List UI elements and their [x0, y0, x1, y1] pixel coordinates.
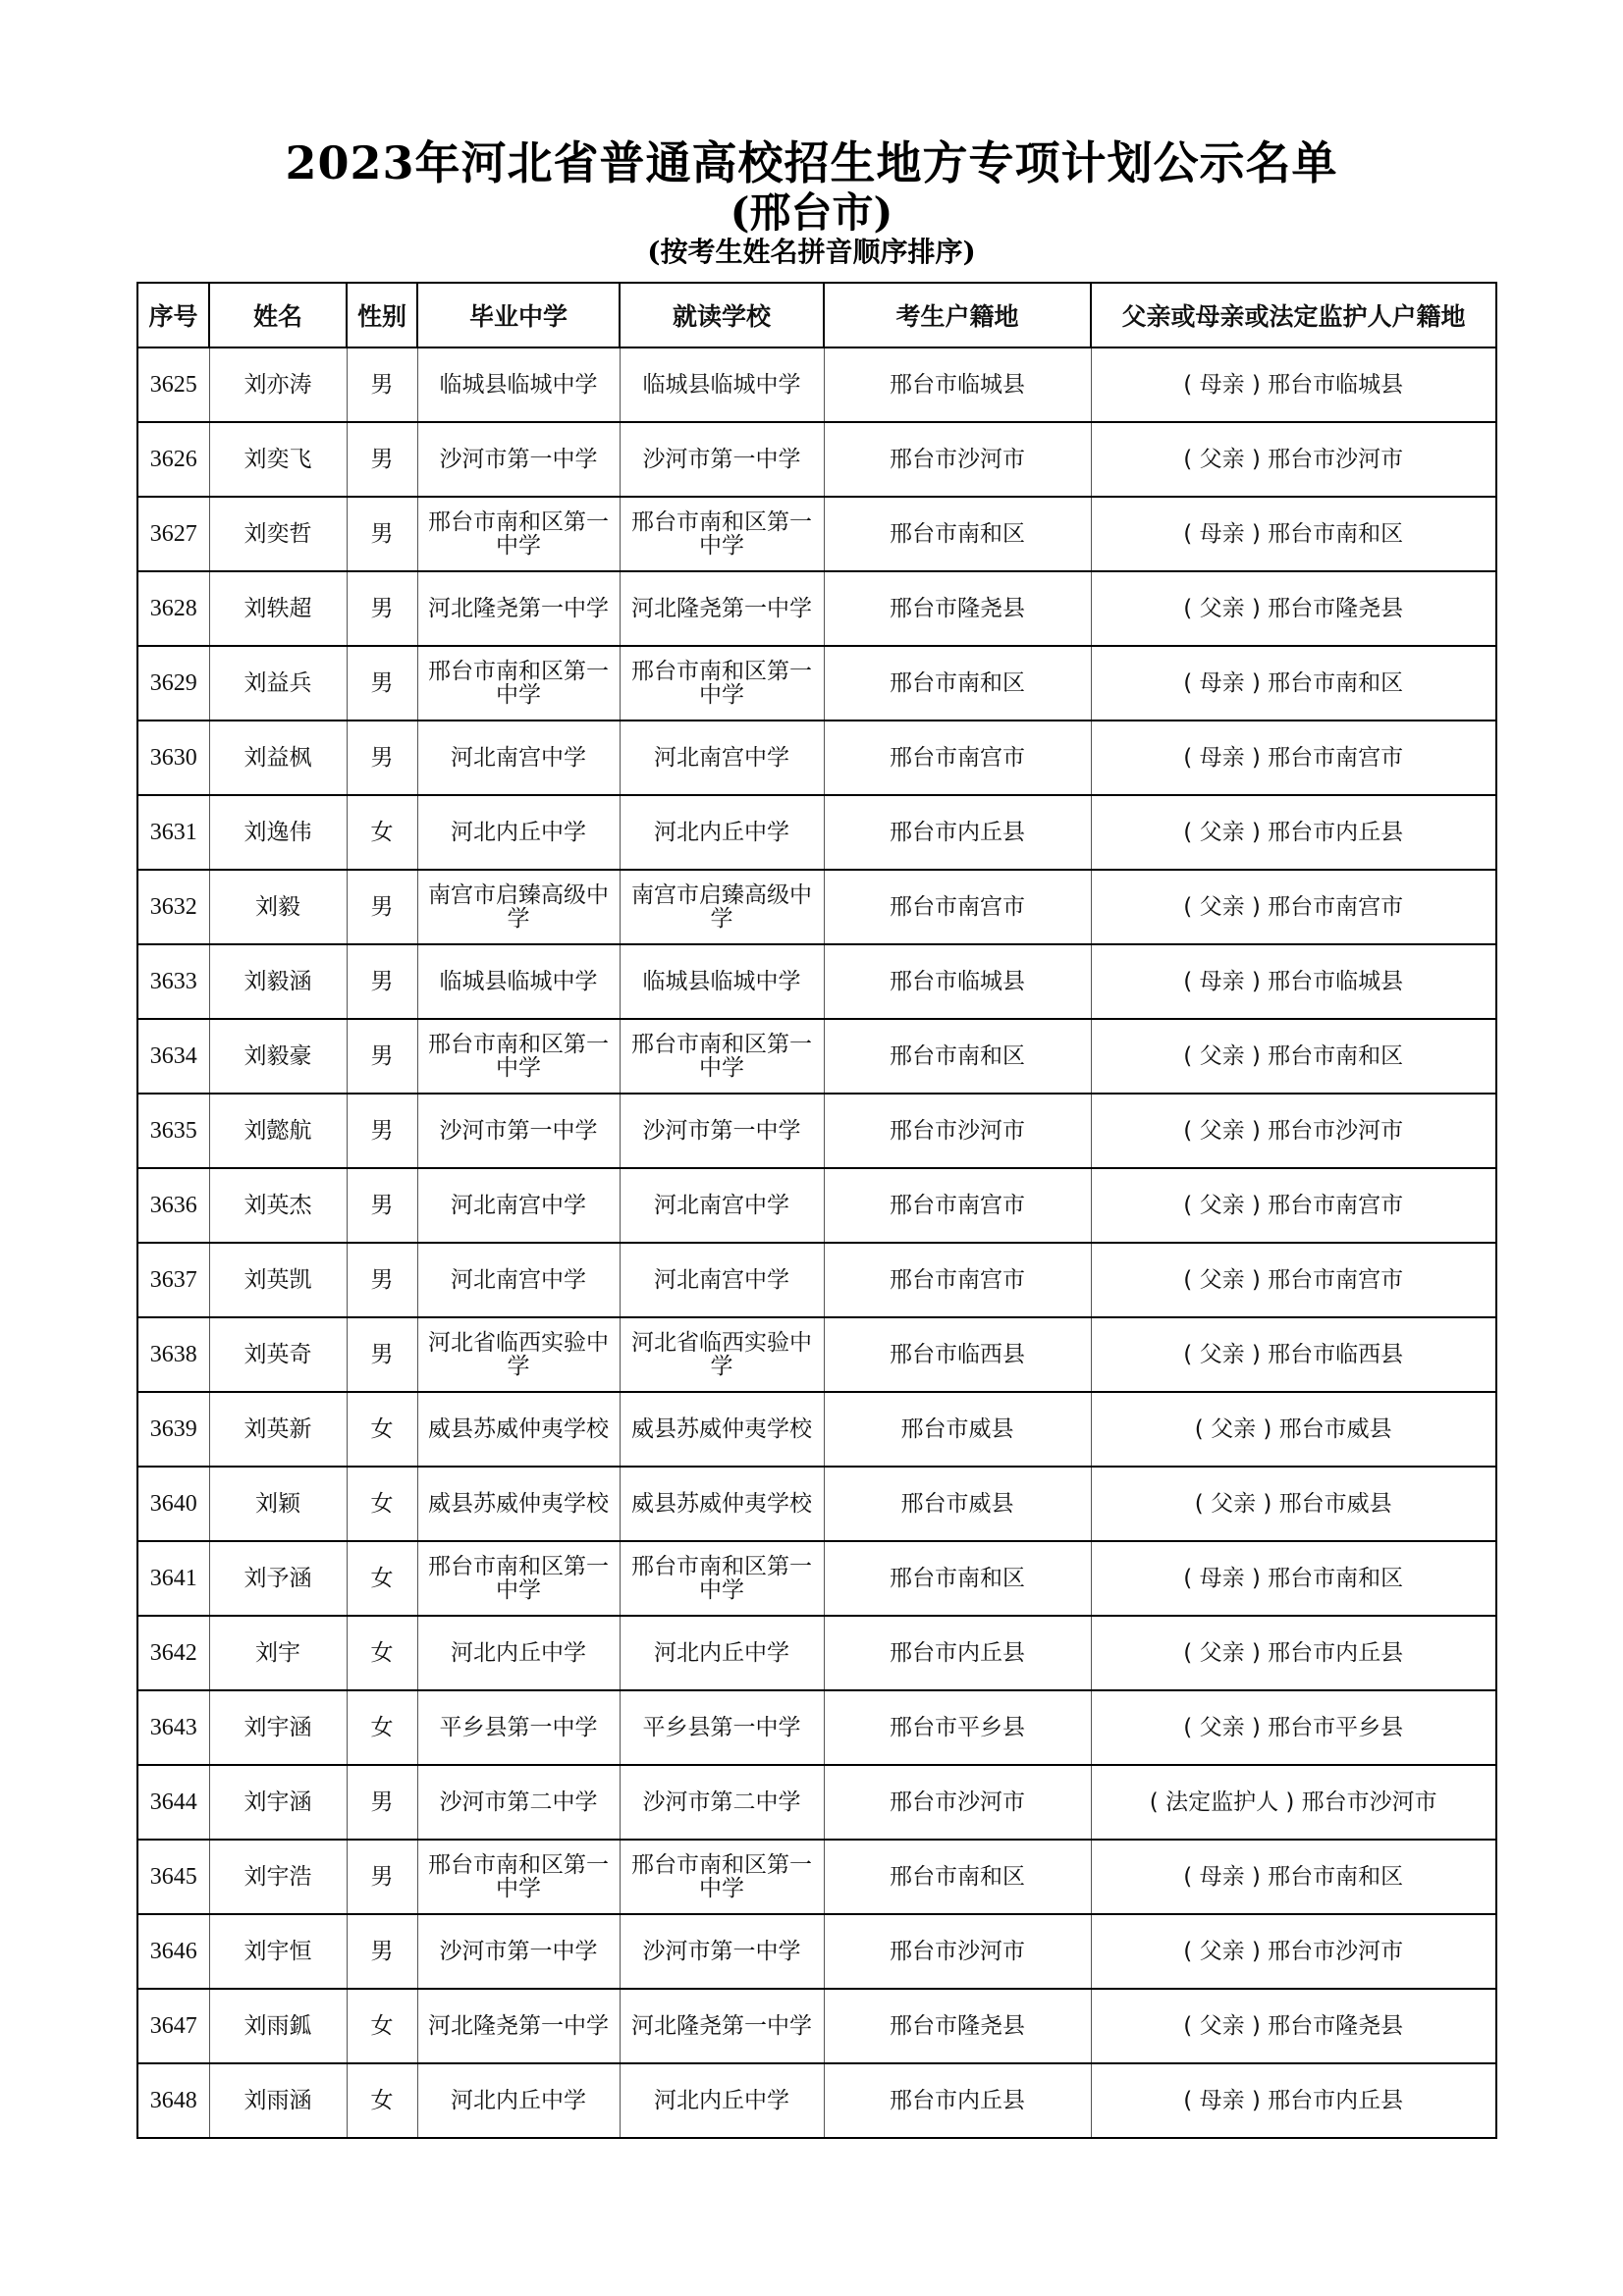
student-name-cell: 刘毅 [209, 870, 347, 944]
graduation-school-cell: 河北南宫中学 [417, 1168, 620, 1243]
student-name-cell: 刘宇 [209, 1616, 347, 1690]
household-registration-cell: 邢台市沙河市 [824, 1094, 1091, 1168]
current-school-cell: 河北隆尧第一中学 [620, 571, 824, 646]
guardian-registration-cell: ( 父亲 ) 邢台市平乡县 [1091, 1690, 1496, 1765]
gender-cell: 女 [347, 1392, 417, 1467]
table-row [137, 1243, 1496, 1317]
gender-cell: 男 [347, 1914, 417, 1989]
guardian-registration-cell: ( 父亲 ) 邢台市临西县 [1091, 1317, 1496, 1392]
current-school-cell: 威县苏威仲夷学校 [620, 1467, 824, 1541]
serial-number-cell: 3644 [137, 1765, 209, 1840]
gender-cell: 男 [347, 571, 417, 646]
guardian-registration-cell: ( 母亲 ) 邢台市临城县 [1091, 944, 1496, 1019]
table-row [137, 422, 1496, 497]
guardian-registration-cell: ( 父亲 ) 邢台市南宫市 [1091, 870, 1496, 944]
table-row [137, 497, 1496, 571]
student-name-cell: 刘雨鈲 [209, 1989, 347, 2063]
guardian-registration-cell: ( 母亲 ) 邢台市南和区 [1091, 1541, 1496, 1616]
student-name-cell: 刘宇恒 [209, 1914, 347, 1989]
table-row [137, 1541, 1496, 1616]
current-school-cell: 河北内丘中学 [620, 2063, 824, 2138]
graduation-school-cell: 临城县临城中学 [417, 944, 620, 1019]
table-row [137, 1690, 1496, 1765]
student-name-cell: 刘英杰 [209, 1168, 347, 1243]
serial-number-cell: 3634 [137, 1019, 209, 1094]
household-registration-cell: 邢台市平乡县 [824, 1690, 1091, 1765]
column-header: 就读学校 [620, 283, 824, 347]
column-header: 考生户籍地 [824, 283, 1091, 347]
gender-cell: 男 [347, 721, 417, 795]
gender-cell: 女 [347, 1467, 417, 1541]
household-registration-cell: 邢台市隆尧县 [824, 571, 1091, 646]
student-name-cell: 刘英奇 [209, 1317, 347, 1392]
serial-number-cell: 3635 [137, 1094, 209, 1168]
graduation-school-cell: 邢台市南和区第一中学 [417, 1019, 620, 1094]
household-registration-cell: 邢台市南宫市 [824, 721, 1091, 795]
student-name-cell: 刘奕飞 [209, 422, 347, 497]
household-registration-cell: 邢台市内丘县 [824, 2063, 1091, 2138]
table-row [137, 1392, 1496, 1467]
gender-cell: 女 [347, 1616, 417, 1690]
graduation-school-cell: 河北内丘中学 [417, 1616, 620, 1690]
current-school-cell: 河北隆尧第一中学 [620, 1989, 824, 2063]
current-school-cell: 沙河市第一中学 [620, 1094, 824, 1168]
household-registration-cell: 邢台市南和区 [824, 497, 1091, 571]
guardian-registration-cell: ( 父亲 ) 邢台市沙河市 [1091, 1914, 1496, 1989]
gender-cell: 男 [347, 422, 417, 497]
current-school-cell: 河北省临西实验中学 [620, 1317, 824, 1392]
household-registration-cell: 邢台市内丘县 [824, 795, 1091, 870]
graduation-school-cell: 威县苏威仲夷学校 [417, 1392, 620, 1467]
guardian-registration-cell: ( 父亲 ) 邢台市沙河市 [1091, 422, 1496, 497]
table-row [137, 1317, 1496, 1392]
table-row [137, 646, 1496, 721]
serial-number-cell: 3645 [137, 1840, 209, 1914]
guardian-registration-cell: ( 父亲 ) 邢台市威县 [1091, 1467, 1496, 1541]
graduation-school-cell: 邢台市南和区第一中学 [417, 1541, 620, 1616]
current-school-cell: 邢台市南和区第一中学 [620, 1840, 824, 1914]
graduation-school-cell: 河北隆尧第一中学 [417, 1989, 620, 2063]
guardian-registration-cell: ( 母亲 ) 邢台市南宫市 [1091, 721, 1496, 795]
graduation-school-cell: 平乡县第一中学 [417, 1690, 620, 1765]
current-school-cell: 沙河市第二中学 [620, 1765, 824, 1840]
guardian-registration-cell: ( 母亲 ) 邢台市南和区 [1091, 646, 1496, 721]
page-title: 2023年河北省普通高校招生地方专项计划公示名单 [285, 136, 1338, 189]
serial-number-cell: 3626 [137, 422, 209, 497]
student-name-cell: 刘益枫 [209, 721, 347, 795]
household-registration-cell: 邢台市沙河市 [824, 1914, 1091, 1989]
table-row [137, 1467, 1496, 1541]
table-row [137, 1989, 1496, 2063]
graduation-school-cell: 邢台市南和区第一中学 [417, 1840, 620, 1914]
table-body [137, 347, 1496, 2138]
student-name-cell: 刘予涵 [209, 1541, 347, 1616]
graduation-school-cell: 威县苏威仲夷学校 [417, 1467, 620, 1541]
table-row [137, 1840, 1496, 1914]
gender-cell: 男 [347, 1168, 417, 1243]
gender-cell: 女 [347, 1541, 417, 1616]
column-header: 父亲或母亲或法定监护人户籍地 [1091, 283, 1496, 347]
graduation-school-cell: 河北内丘中学 [417, 2063, 620, 2138]
column-header: 性别 [347, 283, 417, 347]
serial-number-cell: 3638 [137, 1317, 209, 1392]
gender-cell: 女 [347, 795, 417, 870]
gender-cell: 男 [347, 1094, 417, 1168]
serial-number-cell: 3625 [137, 347, 209, 422]
household-registration-cell: 邢台市南和区 [824, 1019, 1091, 1094]
current-school-cell: 平乡县第一中学 [620, 1690, 824, 1765]
gender-cell: 女 [347, 1989, 417, 2063]
graduation-school-cell: 沙河市第一中学 [417, 1914, 620, 1989]
student-name-cell: 刘轶超 [209, 571, 347, 646]
guardian-registration-cell: ( 父亲 ) 邢台市南宫市 [1091, 1168, 1496, 1243]
current-school-cell: 邢台市南和区第一中学 [620, 497, 824, 571]
graduation-school-cell: 河北隆尧第一中学 [417, 571, 620, 646]
graduation-school-cell: 邢台市南和区第一中学 [417, 497, 620, 571]
household-registration-cell: 邢台市南和区 [824, 1840, 1091, 1914]
household-registration-cell: 邢台市临城县 [824, 944, 1091, 1019]
guardian-registration-cell: ( 母亲 ) 邢台市南和区 [1091, 1840, 1496, 1914]
household-registration-cell: 邢台市内丘县 [824, 1616, 1091, 1690]
student-name-cell: 刘英凯 [209, 1243, 347, 1317]
table-row [137, 2063, 1496, 2138]
gender-cell: 男 [347, 347, 417, 422]
serial-number-cell: 3636 [137, 1168, 209, 1243]
serial-number-cell: 3642 [137, 1616, 209, 1690]
serial-number-cell: 3630 [137, 721, 209, 795]
gender-cell: 男 [347, 1765, 417, 1840]
table-row [137, 1616, 1496, 1690]
household-registration-cell: 邢台市南宫市 [824, 870, 1091, 944]
guardian-registration-cell: ( 父亲 ) 邢台市内丘县 [1091, 795, 1496, 870]
guardian-registration-cell: ( 母亲 ) 邢台市临城县 [1091, 347, 1496, 422]
household-registration-cell: 邢台市南宫市 [824, 1243, 1091, 1317]
current-school-cell: 沙河市第一中学 [620, 422, 824, 497]
sort-note: (按考生姓名拼音顺序排序) [647, 236, 976, 268]
student-name-cell: 刘宇涵 [209, 1765, 347, 1840]
table-row [137, 347, 1496, 422]
student-name-cell: 刘亦涛 [209, 347, 347, 422]
serial-number-cell: 3648 [137, 2063, 209, 2138]
table-row [137, 870, 1496, 944]
student-name-cell: 刘逸伟 [209, 795, 347, 870]
table-header-row [137, 283, 1496, 347]
household-registration-cell: 邢台市隆尧县 [824, 1989, 1091, 2063]
graduation-school-cell: 河北内丘中学 [417, 795, 620, 870]
current-school-cell: 河北南宫中学 [620, 721, 824, 795]
gender-cell: 男 [347, 646, 417, 721]
gender-cell: 男 [347, 1840, 417, 1914]
gender-cell: 女 [347, 1690, 417, 1765]
column-header: 序号 [137, 283, 209, 347]
household-registration-cell: 邢台市南和区 [824, 646, 1091, 721]
guardian-registration-cell: ( 父亲 ) 邢台市隆尧县 [1091, 1989, 1496, 2063]
current-school-cell: 威县苏威仲夷学校 [620, 1392, 824, 1467]
guardian-registration-cell: ( 父亲 ) 邢台市南宫市 [1091, 1243, 1496, 1317]
table-row [137, 1914, 1496, 1989]
guardian-registration-cell: ( 父亲 ) 邢台市沙河市 [1091, 1094, 1496, 1168]
table-row [137, 1168, 1496, 1243]
student-name-cell: 刘宇浩 [209, 1840, 347, 1914]
student-name-cell: 刘宇涵 [209, 1690, 347, 1765]
student-name-cell: 刘颖 [209, 1467, 347, 1541]
graduation-school-cell: 河北省临西实验中学 [417, 1317, 620, 1392]
serial-number-cell: 3641 [137, 1541, 209, 1616]
roster-table [136, 282, 1497, 2139]
current-school-cell: 沙河市第一中学 [620, 1914, 824, 1989]
household-registration-cell: 邢台市沙河市 [824, 422, 1091, 497]
current-school-cell: 南宫市启臻高级中学 [620, 870, 824, 944]
gender-cell: 男 [347, 944, 417, 1019]
graduation-school-cell: 沙河市第二中学 [417, 1765, 620, 1840]
guardian-registration-cell: ( 父亲 ) 邢台市内丘县 [1091, 1616, 1496, 1690]
serial-number-cell: 3640 [137, 1467, 209, 1541]
serial-number-cell: 3629 [137, 646, 209, 721]
guardian-registration-cell: ( 父亲 ) 邢台市南和区 [1091, 1019, 1496, 1094]
serial-number-cell: 3647 [137, 1989, 209, 2063]
column-header: 毕业中学 [417, 283, 620, 347]
household-registration-cell: 邢台市威县 [824, 1392, 1091, 1467]
table-row [137, 1094, 1496, 1168]
guardian-registration-cell: ( 母亲 ) 邢台市南和区 [1091, 497, 1496, 571]
current-school-cell: 邢台市南和区第一中学 [620, 1019, 824, 1094]
serial-number-cell: 3646 [137, 1914, 209, 1989]
current-school-cell: 临城县临城中学 [620, 944, 824, 1019]
guardian-registration-cell: ( 法定监护人 ) 邢台市沙河市 [1091, 1765, 1496, 1840]
household-registration-cell: 邢台市威县 [824, 1467, 1091, 1541]
table-row [137, 1019, 1496, 1094]
guardian-registration-cell: ( 父亲 ) 邢台市威县 [1091, 1392, 1496, 1467]
column-header: 姓名 [209, 283, 347, 347]
student-name-cell: 刘英新 [209, 1392, 347, 1467]
student-name-cell: 刘奕哲 [209, 497, 347, 571]
student-name-cell: 刘毅涵 [209, 944, 347, 1019]
table-row [137, 944, 1496, 1019]
serial-number-cell: 3643 [137, 1690, 209, 1765]
current-school-cell: 河北南宫中学 [620, 1168, 824, 1243]
student-name-cell: 刘懿航 [209, 1094, 347, 1168]
serial-number-cell: 3627 [137, 497, 209, 571]
serial-number-cell: 3633 [137, 944, 209, 1019]
table-row [137, 795, 1496, 870]
guardian-registration-cell: ( 母亲 ) 邢台市内丘县 [1091, 2063, 1496, 2138]
guardian-registration-cell: ( 父亲 ) 邢台市隆尧县 [1091, 571, 1496, 646]
table-row [137, 1765, 1496, 1840]
serial-number-cell: 3628 [137, 571, 209, 646]
current-school-cell: 临城县临城中学 [620, 347, 824, 422]
student-name-cell: 刘雨涵 [209, 2063, 347, 2138]
graduation-school-cell: 南宫市启臻高级中学 [417, 870, 620, 944]
current-school-cell: 河北南宫中学 [620, 1243, 824, 1317]
table-row [137, 721, 1496, 795]
gender-cell: 男 [347, 1243, 417, 1317]
student-name-cell: 刘毅豪 [209, 1019, 347, 1094]
household-registration-cell: 邢台市沙河市 [824, 1765, 1091, 1840]
gender-cell: 男 [347, 870, 417, 944]
graduation-school-cell: 沙河市第一中学 [417, 422, 620, 497]
current-school-cell: 河北内丘中学 [620, 1616, 824, 1690]
serial-number-cell: 3631 [137, 795, 209, 870]
table-row [137, 571, 1496, 646]
household-registration-cell: 邢台市南宫市 [824, 1168, 1091, 1243]
graduation-school-cell: 沙河市第一中学 [417, 1094, 620, 1168]
serial-number-cell: 3632 [137, 870, 209, 944]
graduation-school-cell: 邢台市南和区第一中学 [417, 646, 620, 721]
graduation-school-cell: 河北南宫中学 [417, 721, 620, 795]
current-school-cell: 河北内丘中学 [620, 795, 824, 870]
household-registration-cell: 邢台市南和区 [824, 1541, 1091, 1616]
gender-cell: 男 [347, 1317, 417, 1392]
household-registration-cell: 邢台市临西县 [824, 1317, 1091, 1392]
graduation-school-cell: 临城县临城中学 [417, 347, 620, 422]
page-subtitle: (邢台市) [730, 188, 893, 237]
serial-number-cell: 3637 [137, 1243, 209, 1317]
gender-cell: 男 [347, 1019, 417, 1094]
household-registration-cell: 邢台市临城县 [824, 347, 1091, 422]
student-name-cell: 刘益兵 [209, 646, 347, 721]
current-school-cell: 邢台市南和区第一中学 [620, 1541, 824, 1616]
graduation-school-cell: 河北南宫中学 [417, 1243, 620, 1317]
gender-cell: 女 [347, 2063, 417, 2138]
serial-number-cell: 3639 [137, 1392, 209, 1467]
current-school-cell: 邢台市南和区第一中学 [620, 646, 824, 721]
gender-cell: 男 [347, 497, 417, 571]
